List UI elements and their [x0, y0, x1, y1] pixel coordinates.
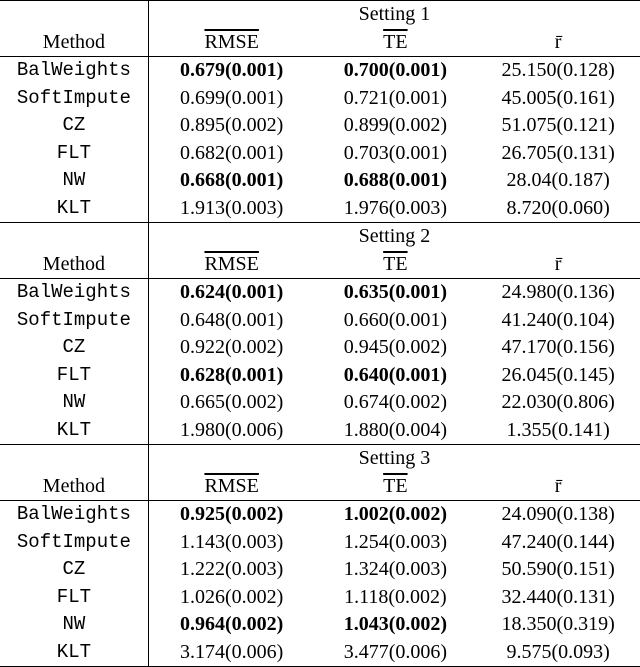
r-cell: 45.005(0.161) [501, 86, 615, 109]
blank-cell [0, 1, 148, 29]
setting-title: Setting 3 [358, 447, 431, 470]
table-row [0, 362, 640, 390]
r-cell: 8.720(0.060) [476, 195, 640, 223]
rmse-cell: 0.699(0.001) [180, 86, 284, 109]
rmse-header [148, 251, 314, 279]
method-cell: FLT [0, 140, 148, 168]
te-cell: 0.721(0.001) [343, 86, 448, 109]
setting-title: Setting 1 [148, 1, 640, 29]
column-header-row [0, 251, 640, 279]
table-row [0, 57, 640, 85]
setting-title-row [0, 445, 640, 473]
r-cell: 50.590(0.151) [501, 558, 615, 581]
column-header-row [0, 29, 640, 57]
te-cell: 0.703(0.001) [343, 141, 448, 164]
table-row [0, 85, 640, 113]
method-cell: SoftImpute [0, 85, 148, 113]
method-cell: NW [0, 611, 148, 639]
rmse-cell: 1.222(0.003) [180, 558, 284, 581]
method-cell: SoftImpute [0, 529, 148, 557]
setting-title-row [0, 1, 640, 29]
r-cell: 22.030(0.806) [501, 391, 615, 414]
te-cell: 0.700(0.001) [343, 59, 448, 82]
method-cell: BalWeights [0, 57, 148, 85]
te-cell: 1.043(0.002) [343, 613, 448, 636]
te-cell: 1.118(0.002) [344, 585, 447, 608]
table-row [0, 639, 640, 667]
method-cell: FLT [0, 362, 148, 390]
rmse-cell: 1.026(0.002) [180, 585, 284, 608]
method-cell: SoftImpute [0, 307, 148, 335]
te-cell: 0.635(0.001) [343, 281, 448, 304]
te-header-label: $\overline{TE}$ [383, 252, 408, 275]
rmse-cell: 1.913(0.003) [148, 195, 314, 223]
rmse-cell: 0.628(0.001) [180, 363, 284, 386]
rmse-cell: 0.679(0.001) [180, 59, 284, 82]
rmse-header [148, 473, 314, 501]
te-cell: 0.660(0.001) [343, 308, 448, 331]
method-cell: BalWeights [0, 279, 148, 307]
r-cell: 26.705(0.131) [501, 141, 615, 164]
te-cell: 1.976(0.003) [315, 195, 477, 223]
r-cell: 51.075(0.121) [501, 114, 615, 137]
r-header: r̄ [476, 251, 640, 279]
method-cell: NW [0, 389, 148, 417]
rmse-cell: 0.922(0.002) [180, 336, 284, 359]
r-cell: 32.440(0.131) [501, 585, 615, 608]
method-header: Method [0, 29, 148, 57]
rmse-header [148, 29, 314, 57]
results-table-body [0, 1, 640, 667]
te-header [315, 251, 477, 279]
table-row [0, 529, 640, 557]
table-row [0, 501, 640, 529]
table-row [0, 307, 640, 335]
r-header: r̄ [476, 29, 640, 57]
method-cell: NW [0, 167, 148, 195]
r-cell: 18.350(0.319) [501, 613, 615, 636]
rmse-cell: 0.964(0.002) [180, 613, 284, 636]
table-row [0, 389, 640, 417]
r-cell: 24.980(0.136) [501, 281, 615, 304]
te-cell: 0.674(0.002) [343, 391, 448, 414]
blank-cell [0, 223, 148, 251]
rmse-header-label: RMSE [204, 474, 259, 497]
rmse-cell: 0.648(0.001) [180, 308, 284, 331]
method-cell: KLT [0, 195, 148, 223]
te-cell: 1.880(0.004) [315, 417, 477, 445]
table-row [0, 140, 640, 168]
r-cell: 26.045(0.145) [501, 363, 615, 386]
table-row [0, 195, 640, 223]
r-cell: 41.240(0.104) [501, 308, 615, 331]
table-row [0, 584, 640, 612]
column-header-row [0, 473, 640, 501]
rmse-cell: 0.895(0.002) [180, 114, 284, 137]
r-cell: 24.090(0.138) [501, 503, 615, 526]
blank-cell [0, 445, 148, 473]
te-cell: 0.899(0.002) [343, 114, 448, 137]
te-cell: 0.688(0.001) [343, 169, 448, 192]
te-cell: 3.477(0.006) [315, 639, 477, 667]
setting-title: Setting 2 [358, 225, 431, 248]
te-header-label: $\overline{TE}$ [383, 30, 408, 53]
te-header-label: $\overline{TE}$ [383, 474, 408, 497]
table-row [0, 611, 640, 639]
rmse-cell: 0.624(0.001) [180, 281, 284, 304]
setting-title-row [0, 223, 640, 251]
table-row [0, 167, 640, 195]
rmse-cell: 1.980(0.006) [148, 417, 314, 445]
te-header [315, 29, 477, 57]
method-cell: KLT [0, 417, 148, 445]
r-cell: 1.355(0.141) [476, 417, 640, 445]
table-row [0, 417, 640, 445]
method-cell: CZ [0, 112, 148, 140]
rmse-cell: 0.665(0.002) [180, 391, 284, 414]
method-cell: CZ [0, 556, 148, 584]
rmse-header-label: RMSE [204, 30, 259, 53]
rmse-header-label: RMSE [204, 252, 259, 275]
r-header: r̄ [476, 473, 640, 501]
table-row [0, 334, 640, 362]
method-cell: CZ [0, 334, 148, 362]
te-cell: 0.945(0.002) [343, 336, 448, 359]
r-cell: 47.240(0.144) [501, 530, 615, 553]
rmse-cell: 1.143(0.003) [180, 530, 284, 553]
method-cell: FLT [0, 584, 148, 612]
method-header: Method [0, 473, 148, 501]
table-row [0, 279, 640, 307]
rmse-cell: 0.668(0.001) [180, 169, 284, 192]
r-cell: 28.04(0.187) [506, 169, 610, 192]
r-cell: 9.575(0.093) [476, 639, 640, 667]
rmse-cell: 0.682(0.001) [180, 141, 284, 164]
method-cell: KLT [0, 639, 148, 667]
te-cell: 0.640(0.001) [343, 363, 448, 386]
te-header [315, 473, 477, 501]
rmse-cell: 3.174(0.006) [148, 639, 314, 667]
rmse-cell: 0.925(0.002) [180, 503, 284, 526]
table-row [0, 112, 640, 140]
te-cell: 1.324(0.003) [343, 558, 448, 581]
te-cell: 1.002(0.002) [343, 503, 448, 526]
method-header: Method [0, 251, 148, 279]
r-cell: 47.170(0.156) [501, 336, 615, 359]
r-cell: 25.150(0.128) [501, 59, 615, 82]
method-cell: BalWeights [0, 501, 148, 529]
te-cell: 1.254(0.003) [343, 530, 448, 553]
table-row [0, 556, 640, 584]
